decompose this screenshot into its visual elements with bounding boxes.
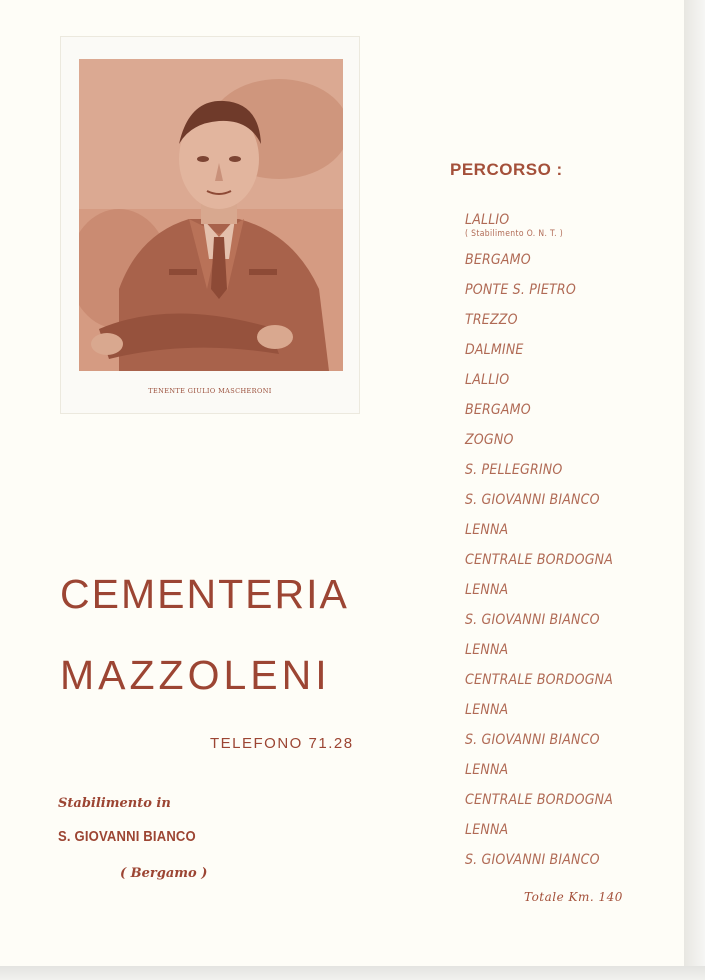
- plant-province: ( Bergamo ): [120, 866, 208, 881]
- plant-name: S. GIOVANNI BIANCO: [58, 829, 196, 845]
- route-stop: CENTRALE BORDOGNA: [465, 552, 614, 568]
- route-stop: S. PELLEGRINO: [465, 462, 563, 478]
- route-stop: ZOGNO: [465, 432, 514, 448]
- route-stop: S. GIOVANNI BIANCO: [465, 492, 600, 508]
- route-stop: LENNA: [465, 702, 509, 718]
- portrait-caption: TENENTE GIULIO MASCHERONI: [148, 387, 272, 395]
- route-stop: PONTE S. PIETRO: [465, 282, 576, 298]
- route-stop: LENNA: [465, 642, 509, 658]
- route-stop: LALLIO: [465, 372, 510, 388]
- route-stop: LENNA: [465, 822, 509, 838]
- route-stop: LENNA: [465, 582, 509, 598]
- route-stop: DALMINE: [465, 342, 524, 358]
- route-stop: S. GIOVANNI BIANCO: [465, 732, 600, 748]
- route-stop: BERGAMO: [465, 252, 531, 268]
- route-title: PERCORSO :: [450, 160, 563, 179]
- route-stop: [465, 212, 645, 252]
- route-stop: TREZZO: [465, 312, 518, 328]
- company-phone: TELEFONO 71.28: [210, 735, 354, 752]
- route-stop: CENTRALE BORDOGNA: [465, 792, 614, 808]
- route-total-distance: Totale Km. 140: [524, 890, 623, 904]
- company-name-line-2: MAZZOLENI: [60, 652, 331, 698]
- portrait-illustration: [79, 59, 343, 371]
- route-list: [465, 212, 665, 882]
- route-stop: BERGAMO: [465, 402, 531, 418]
- scan-edge-shadow: [684, 0, 705, 980]
- route-stop-note: ( Stabilimento O. N. T. ): [465, 229, 564, 239]
- route-stop: S. GIOVANNI BIANCO: [465, 852, 600, 868]
- route-stop: CENTRALE BORDOGNA: [465, 672, 614, 688]
- company-name-line-1: CEMENTERIA: [60, 571, 349, 617]
- route-stop: LENNA: [465, 522, 509, 538]
- portrait-card: [60, 36, 360, 414]
- route-stop: LENNA: [465, 762, 509, 778]
- scan-bottom-shadow: [0, 966, 705, 980]
- plant-label: Stabilimento in: [58, 796, 171, 811]
- portrait-photo: [79, 59, 343, 371]
- route-stop-label: LALLIO: [465, 212, 510, 228]
- route-stop: S. GIOVANNI BIANCO: [465, 612, 600, 628]
